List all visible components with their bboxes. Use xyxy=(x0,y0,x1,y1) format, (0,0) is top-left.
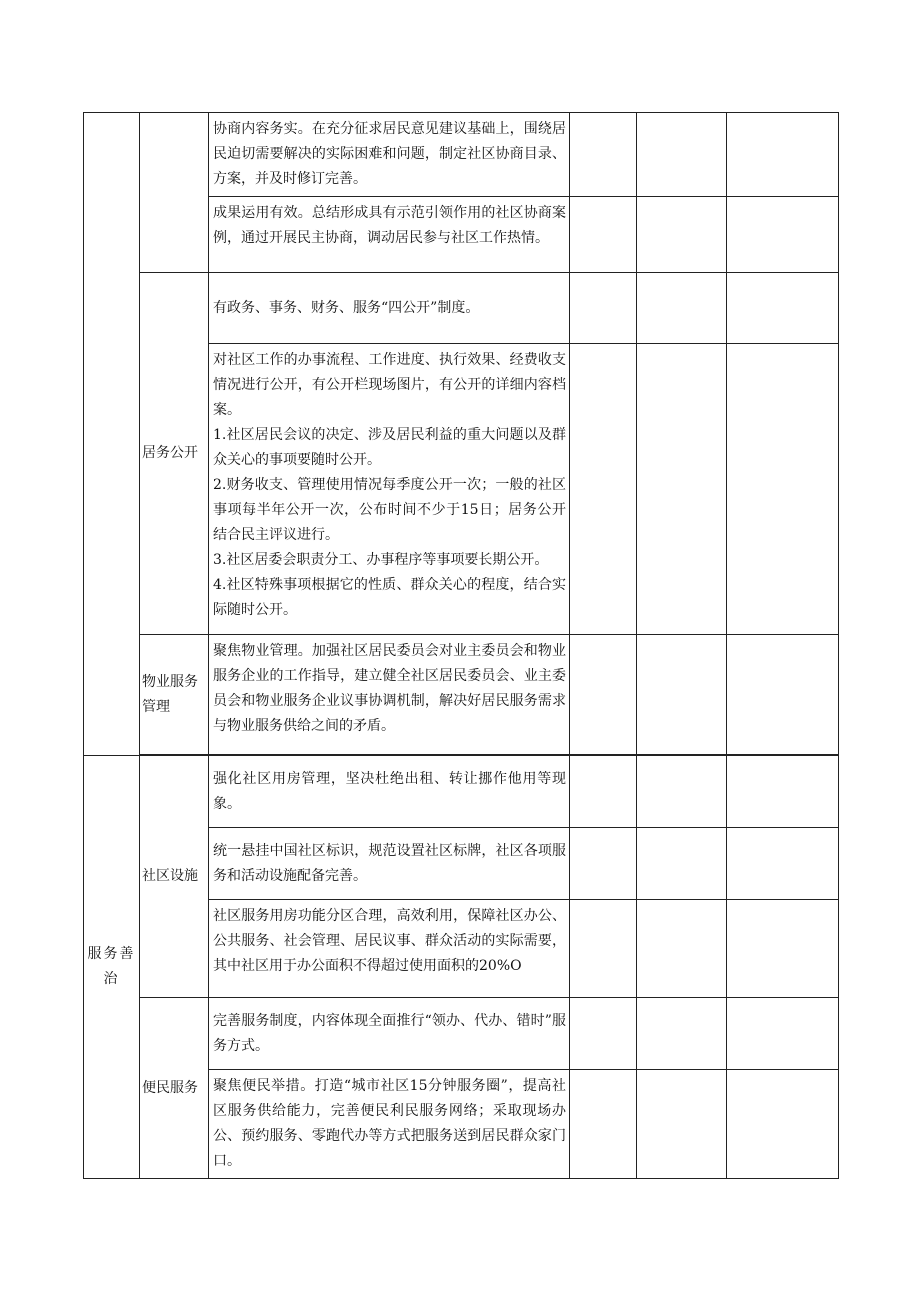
item-community-facilities: 社区设施 xyxy=(140,756,209,998)
content-cell: 成果运用有效。总结形成具有示范引领作用的社区协商案例，通过开展民主协商，调动居民参与社区工作热情。 xyxy=(209,197,570,273)
item-cell-prev xyxy=(140,113,209,273)
table-row xyxy=(84,998,839,1070)
score-cell xyxy=(570,828,637,900)
category-service-governance: 服务善治 xyxy=(84,756,140,1179)
score-cell xyxy=(637,344,727,635)
remark-cell xyxy=(727,197,839,273)
content-cell: 有政务、事务、财务、服务“四公开”制度。 xyxy=(209,273,570,344)
category-cell-prev xyxy=(84,113,140,756)
score-cell xyxy=(570,113,637,197)
content-paragraph: 2.财务收支、管理使用情况每季度公开一次；一般的社区事项每半年公开一次，公布时间不少于15日；居务公开结合民主评议进行。 xyxy=(213,477,566,543)
content-paragraph: 1.社区居民会议的决定、涉及居民利益的重大问题以及群众关心的事项要随时公开。 xyxy=(213,427,566,468)
content-cell: 统一悬挂中国社区标识，规范设置社区标牌，社区各项服务和活动设施配备完善。 xyxy=(209,828,570,900)
remark-cell xyxy=(727,344,839,635)
item-resident-affairs-public: 居务公开 xyxy=(140,273,209,635)
score-cell xyxy=(570,273,637,344)
table-row xyxy=(84,113,839,197)
score-cell xyxy=(570,635,637,755)
remark-cell xyxy=(727,1070,839,1179)
content-cell: 完善服务制度，内容体现全面推行“领办、代办、错时”服务方式。 xyxy=(209,998,570,1070)
score-cell xyxy=(570,998,637,1070)
score-cell xyxy=(637,273,727,344)
score-cell xyxy=(637,900,727,998)
content-cell xyxy=(209,344,570,635)
item-convenience-service: 便民服务 xyxy=(140,998,209,1179)
score-cell xyxy=(637,197,727,273)
table-row xyxy=(84,273,839,344)
content-cell: 强化社区用房管理，坚决杜绝出租、转让挪作他用等现象。 xyxy=(209,756,570,828)
score-cell xyxy=(637,756,727,828)
table-row xyxy=(84,756,839,828)
remark-cell xyxy=(727,113,839,197)
content-paragraph: 3.社区居委会职责分工、办事程序等事项要长期公开。 xyxy=(213,552,549,568)
score-cell xyxy=(637,828,727,900)
content-cell: 聚焦物业管理。加强社区居民委员会对业主委员会和物业服务企业的工作指导，建立健全社区居民委员会、业主委员会和物业服务企业议事协调机制，解决好居民服务需求与物业服务供给之间的矛盾。 xyxy=(209,635,570,755)
remark-cell xyxy=(727,828,839,900)
score-cell xyxy=(570,1070,637,1179)
score-cell xyxy=(637,998,727,1070)
score-cell xyxy=(570,756,637,828)
score-cell xyxy=(637,635,727,755)
content-cell: 社区服务用房功能分区合理，高效利用，保障社区办公、公共服务、社会管理、居民议事、群众活动的实际需要，其中社区用于办公面积不得超过使用面积的20%O xyxy=(209,900,570,998)
item-property-service: 物业服务管理 xyxy=(140,635,209,755)
content-cell: 协商内容务实。在充分征求居民意见建议基础上，围绕居民迫切需要解决的实际困难和问题，制定社区协商目录、方案，并及时修订完善。 xyxy=(209,113,570,197)
score-cell xyxy=(637,1070,727,1179)
score-cell xyxy=(570,900,637,998)
content-paragraph: 对社区工作的办事流程、工作进度、执行效果、经费收支情况进行公开，有公开栏现场图片，有公开的详细内容档案。 xyxy=(213,352,566,418)
table-row xyxy=(84,635,839,755)
score-cell xyxy=(637,113,727,197)
score-cell xyxy=(570,197,637,273)
content-cell: 聚焦便民举措。打造“城市社区15分钟服务圈”，提高社区服务供给能力，完善便民利民服务网络；采取现场办公、预约服务、零跑代办等方式把服务送到居民群众家门口。 xyxy=(209,1070,570,1179)
remark-cell xyxy=(727,273,839,344)
content-paragraph: 4.社区特殊事项根据它的性质、群众关心的程度，结合实际随时公开。 xyxy=(213,577,566,618)
remark-cell xyxy=(727,900,839,998)
remark-cell xyxy=(727,756,839,828)
remark-cell xyxy=(727,998,839,1070)
score-cell xyxy=(570,344,637,635)
remark-cell xyxy=(727,635,839,755)
evaluation-table xyxy=(83,112,839,1179)
